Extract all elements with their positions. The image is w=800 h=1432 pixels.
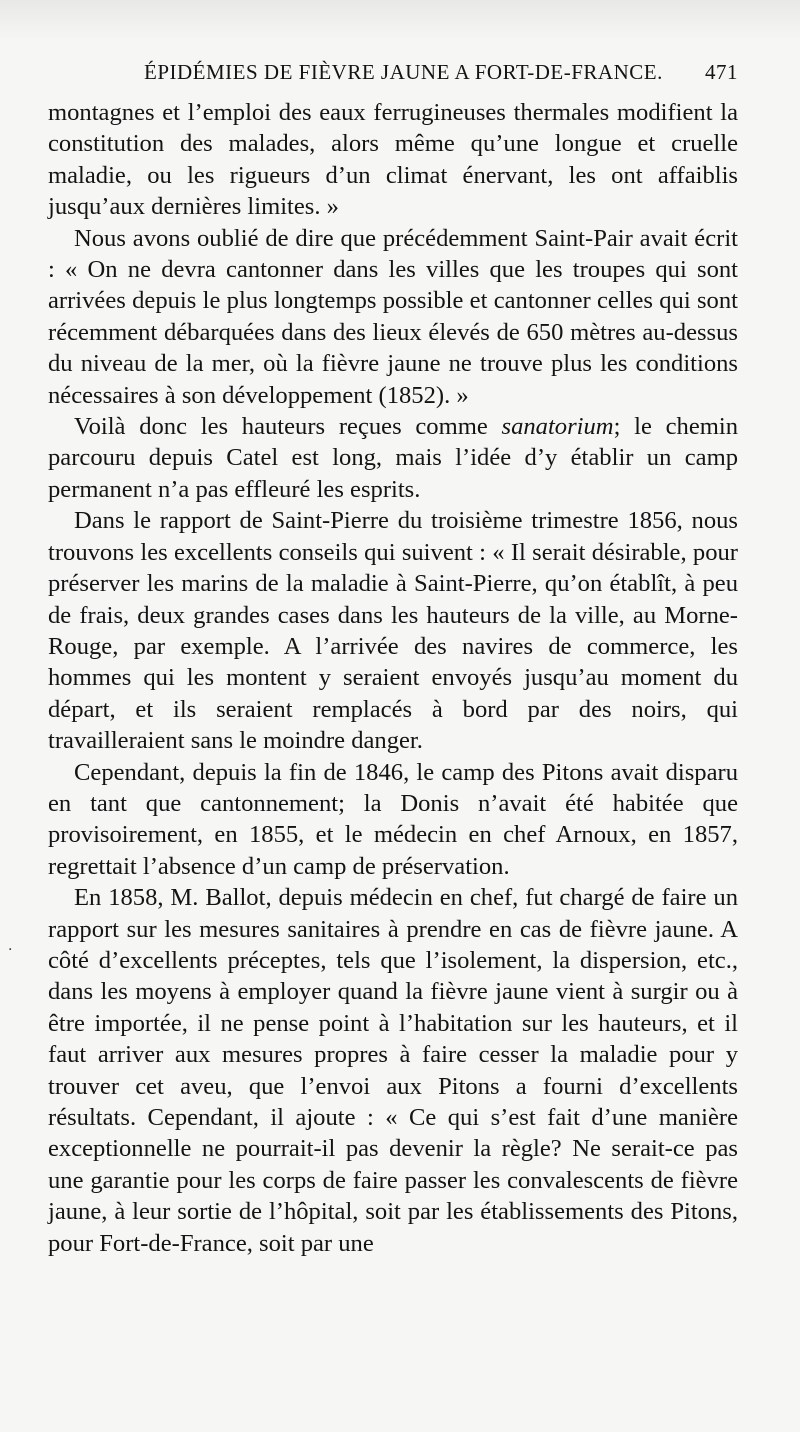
- paragraph: [48, 882, 738, 1259]
- paragraph: [48, 223, 738, 411]
- text-run: Dans le rapport de Saint-Pierre du troisième trimestre 1856, nous trouvons les excellents conseils qui suivent : « Il serait désirable, pour préserver les marins de la maladie à Saint-Pierre, qu’on établît, à peu de frais, deux grandes cases dans les hauteurs de la ville, au Morne-Rouge, par exemple. A l’arrivée des navires de commerce, les hommes qui les montent y seraient envoyés jusqu’au moment du départ, et ils seraient remplacés à bord par des noirs, qui travailleraient sans le moindre danger.: [48, 507, 738, 755]
- text-run: Voilà donc les hauteurs reçues comme: [74, 413, 502, 441]
- margin-mark: .: [8, 938, 13, 954]
- page-number: 471: [705, 60, 738, 84]
- running-header: [144, 60, 738, 85]
- text-run: En 1858, M. Ballot, depuis médecin en chef, fut chargé de faire un rapport sur les mesures sanitaires à prendre en cas de fièvre jaune. A côté d’excellents préceptes, tels que l’isolement, la dispersion, etc., dans les moyens à employer quand la fièvre jaune vient à surgir ou à être importée, il ne pense point à l’habitation sur les hauteurs, et il faut arriver aux mesures propres à faire cesser la maladie pour y trouver cet aveu, que l’envoi aux Pitons a fourni d’excellents résultats. Cependant, il ajoute : « Ce qui s’est fait d’une manière exceptionnelle ne pourrait-il pas devenir la règle? Ne serait-ce pas une garantie pour les corps de faire passer les convalescents de fièvre jaune, à leur sortie de l’hôpital, soit par les établissements des Pitons, pour Fort-de-France, soit par une: [48, 884, 738, 1257]
- text-run: Nous avons oublié de dire que précédemment Saint-Pair avait écrit : « On ne devra cantonner dans les villes que les troupes qui sont arrivées depuis le plus longtemps possible et cantonner celles qui sont récemment débarquées dans des lieux élevés de 650 mètres au-dessus du niveau de la mer, où la fièvre jaune ne trouve plus les conditions nécessaires à son développement (1852). »: [48, 224, 738, 409]
- text-run: ; le chemin parcouru depuis Catel est long, mais l’idée d’y établir un camp permanent n’a pas effleuré les esprits.: [48, 413, 738, 503]
- italic-term: sanatorium: [501, 413, 614, 441]
- paragraph: [48, 505, 738, 756]
- running-title: ÉPIDÉMIES DE FIÈVRE JAUNE A FORT-DE-FRANCE.: [144, 60, 663, 84]
- text-run: Cependant, depuis la fin de 1846, le camp des Pitons avait disparu en tant que cantonnement; la Donis n’avait été habitée que provisoirement, en 1855, et le médecin en chef Arnoux, en 1857, regrettait l’absence d’un camp de préservation.: [48, 758, 738, 880]
- text-run: montagnes et l’emploi des eaux ferrugineuses thermales modifient la constitution des malades, alors même qu’une longue et cruelle maladie, ou les rigueurs d’un climat énervant, les ont affaiblis jusqu’aux dernières limites. »: [48, 99, 738, 221]
- paragraph: [48, 97, 738, 223]
- paragraph: [48, 757, 738, 883]
- paragraph: [48, 411, 738, 505]
- body-text: [48, 97, 738, 1259]
